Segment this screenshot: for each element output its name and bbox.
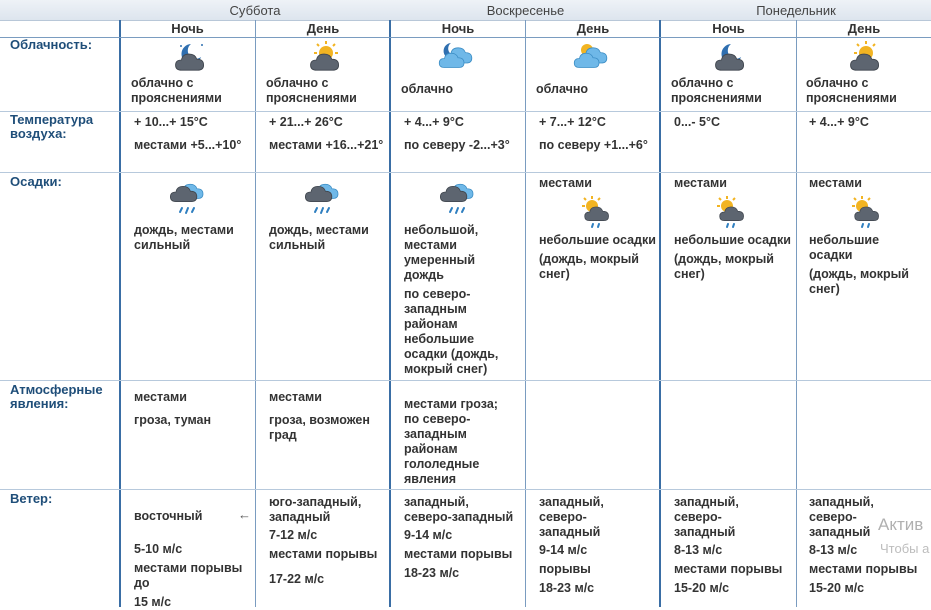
sun-partly-cloudy-icon xyxy=(844,40,884,76)
sun-cloud-rain-icon xyxy=(575,195,615,231)
precip-scope: местами xyxy=(809,176,862,190)
column-divider xyxy=(119,20,121,607)
row-divider xyxy=(0,172,931,173)
cloud-text: облачно с прояснениями xyxy=(806,76,897,105)
wind-gust-speed: 15-20 м/с xyxy=(809,581,865,595)
temp-main: + 21...+ 26°C xyxy=(269,115,343,129)
cloud-cell-mon-day xyxy=(806,40,931,106)
temp-main: + 4...+ 9°C xyxy=(809,115,869,129)
row-label-cloudiness: Облачность: xyxy=(10,37,93,52)
rain-cloud-icon xyxy=(438,181,478,217)
atmo-text-1: местами xyxy=(134,390,187,404)
day-name-saturday: Суббота xyxy=(229,3,281,18)
atmo-cell-sun-night xyxy=(404,397,514,487)
wind-gust-label: местами порывы xyxy=(809,562,918,576)
precip-note: (дождь, мокрый снег) xyxy=(674,252,774,281)
precip-cell-sun-night xyxy=(404,181,529,377)
precip-scope: местами xyxy=(539,176,592,190)
cloud-cell-mon-night xyxy=(671,40,796,106)
wind-gust-label: местами порывы xyxy=(269,547,378,561)
wind-gust-label: местами порывы xyxy=(404,547,513,561)
precip-note: (дождь, мокрый снег) xyxy=(539,252,639,281)
row-label-wind: Ветер: xyxy=(10,491,53,506)
temp-local: местами +16...+21° xyxy=(269,138,384,152)
cloud-cell-sat-day xyxy=(266,40,391,106)
cloud-text: облачно xyxy=(536,82,589,96)
wind-cell-sat-night xyxy=(134,509,259,610)
wind-gust-speed: 17-22 м/с xyxy=(269,572,325,586)
row-divider xyxy=(0,489,931,490)
wind-gust-speed: 18-23 м/с xyxy=(539,581,595,595)
row-label-precipitation: Осадки: xyxy=(10,174,62,189)
wind-speed: 9-14 м/с xyxy=(404,528,453,542)
precip-cell-sat-day xyxy=(269,181,394,253)
day-name-monday: Понедельник xyxy=(756,3,836,18)
wind-direction: западный, северо-западный xyxy=(404,495,514,524)
atmo-cell-sat-day xyxy=(269,390,394,443)
cloud-cell-sun-night xyxy=(401,40,526,97)
period-sun-day: День xyxy=(576,21,610,36)
period-sun-night: Ночь xyxy=(441,21,475,36)
wind-arrow-icon: ← xyxy=(238,507,251,522)
atmo-text-2: гроза, возможен град xyxy=(269,413,370,442)
precip-cell-mon-day xyxy=(809,176,924,297)
period-mon-night: Ночь xyxy=(712,21,745,36)
temp-cell-sat-night xyxy=(134,115,259,153)
precip-note: по северо-западным районам небольшие осадки (дождь, мокрый снег) xyxy=(404,287,499,376)
activation-watermark: Актив xyxy=(878,515,924,534)
temp-main: + 4...+ 9°C xyxy=(404,115,464,129)
moon-cloudy-icon xyxy=(437,40,477,76)
temp-main: + 10...+ 15°C xyxy=(134,115,208,129)
precip-text: дождь, местами сильный xyxy=(134,223,234,252)
cloud-text: облачно xyxy=(401,82,454,96)
atmo-text-2: гроза, туман xyxy=(134,413,212,427)
precip-text: небольшие осадки xyxy=(539,233,656,247)
temp-cell-mon-night xyxy=(674,115,799,130)
wind-gust-label: местами порывы xyxy=(674,562,783,576)
temp-local: по северу +1...+6° xyxy=(539,138,648,152)
sun-cloud-rain-icon xyxy=(710,195,750,231)
sun-cloudy-icon xyxy=(572,40,612,76)
wind-speed: 8-13 м/с xyxy=(674,543,723,557)
temp-main: + 7...+ 12°C xyxy=(539,115,606,129)
sun-cloud-rain-icon xyxy=(845,195,885,231)
precip-text: небольшой, местами умеренный дождь xyxy=(404,223,479,282)
wind-speed: 8-13 м/с xyxy=(809,543,858,557)
row-divider xyxy=(0,37,931,38)
period-sat-day: День xyxy=(306,21,340,36)
temp-cell-mon-day xyxy=(809,115,931,130)
wind-gust-label: местами порывы до xyxy=(134,561,243,590)
precip-cell-sat-night xyxy=(134,181,259,253)
temp-cell-sun-night xyxy=(404,115,529,153)
wind-direction: юго-западный, западный xyxy=(269,495,362,524)
row-label-temperature: Температура воздуха: xyxy=(10,112,94,141)
cloud-cell-sun-day xyxy=(536,40,661,97)
row-divider xyxy=(0,111,931,112)
cloud-text: облачно с прояснениями xyxy=(266,76,357,105)
wind-speed: 9-14 м/с xyxy=(539,543,588,557)
wind-gust-speed: 15-20 м/с xyxy=(674,581,730,595)
precip-note: (дождь, мокрый снег) xyxy=(809,267,909,296)
cloud-text: облачно с прояснениями xyxy=(671,76,762,105)
precip-scope: местами xyxy=(674,176,727,190)
wind-gust-label: порывы xyxy=(539,562,591,576)
wind-direction: западный, северо-западный xyxy=(539,495,604,539)
wind-gust-speed: 18-23 м/с xyxy=(404,566,460,580)
wind-direction: восточный xyxy=(134,509,203,523)
sun-partly-cloudy-icon xyxy=(304,40,344,76)
wind-cell-sun-day xyxy=(539,495,664,596)
temp-main: 0...- 5°C xyxy=(674,115,720,129)
rain-cloud-icon xyxy=(168,181,208,217)
moon-partly-cloudy-icon xyxy=(169,40,209,76)
wind-cell-sat-day xyxy=(269,495,394,587)
rain-cloud-icon xyxy=(303,181,343,217)
temp-cell-sat-day xyxy=(269,115,394,153)
wind-direction: западный, северо-западный xyxy=(809,495,874,539)
wind-gust-speed: 15 м/с xyxy=(134,595,172,609)
atmo-cell-sat-night xyxy=(134,390,259,428)
precip-text: небольшие осадки xyxy=(809,233,880,262)
precip-cell-mon-night xyxy=(674,176,799,282)
temp-local: местами +5...+10° xyxy=(134,138,242,152)
period-mon-day: День xyxy=(847,21,881,36)
precip-text: небольшие осадки xyxy=(674,233,791,247)
precip-cell-sun-day xyxy=(539,176,664,282)
wind-cell-mon-night xyxy=(674,495,799,596)
period-sat-night: Ночь xyxy=(171,21,204,36)
row-divider xyxy=(0,380,931,381)
wind-cell-sun-night xyxy=(404,495,514,581)
cloud-cell-sat-night xyxy=(131,40,256,106)
activation-watermark-subtext: Чтобы а xyxy=(880,541,930,556)
temp-cell-sun-day xyxy=(539,115,664,153)
wind-speed: 7-12 м/с xyxy=(269,528,318,542)
atmo-text-1: местами xyxy=(269,390,322,404)
wind-direction: западный, северо-западный xyxy=(674,495,739,539)
atmo-text-1: местами гроза; по северо-западным районам гололедные явления xyxy=(404,397,498,486)
temp-local: по северу -2...+3° xyxy=(404,138,510,152)
wind-speed: 5-10 м/с xyxy=(134,542,183,556)
cloud-text: облачно с прояснениями xyxy=(131,76,222,105)
day-name-sunday: Воскресенье xyxy=(486,3,565,18)
moon-partly-cloudy-icon xyxy=(709,40,749,76)
row-label-atmospheric: Атмосферные явления: xyxy=(10,382,103,411)
precip-text: дождь, местами сильный xyxy=(269,223,369,252)
